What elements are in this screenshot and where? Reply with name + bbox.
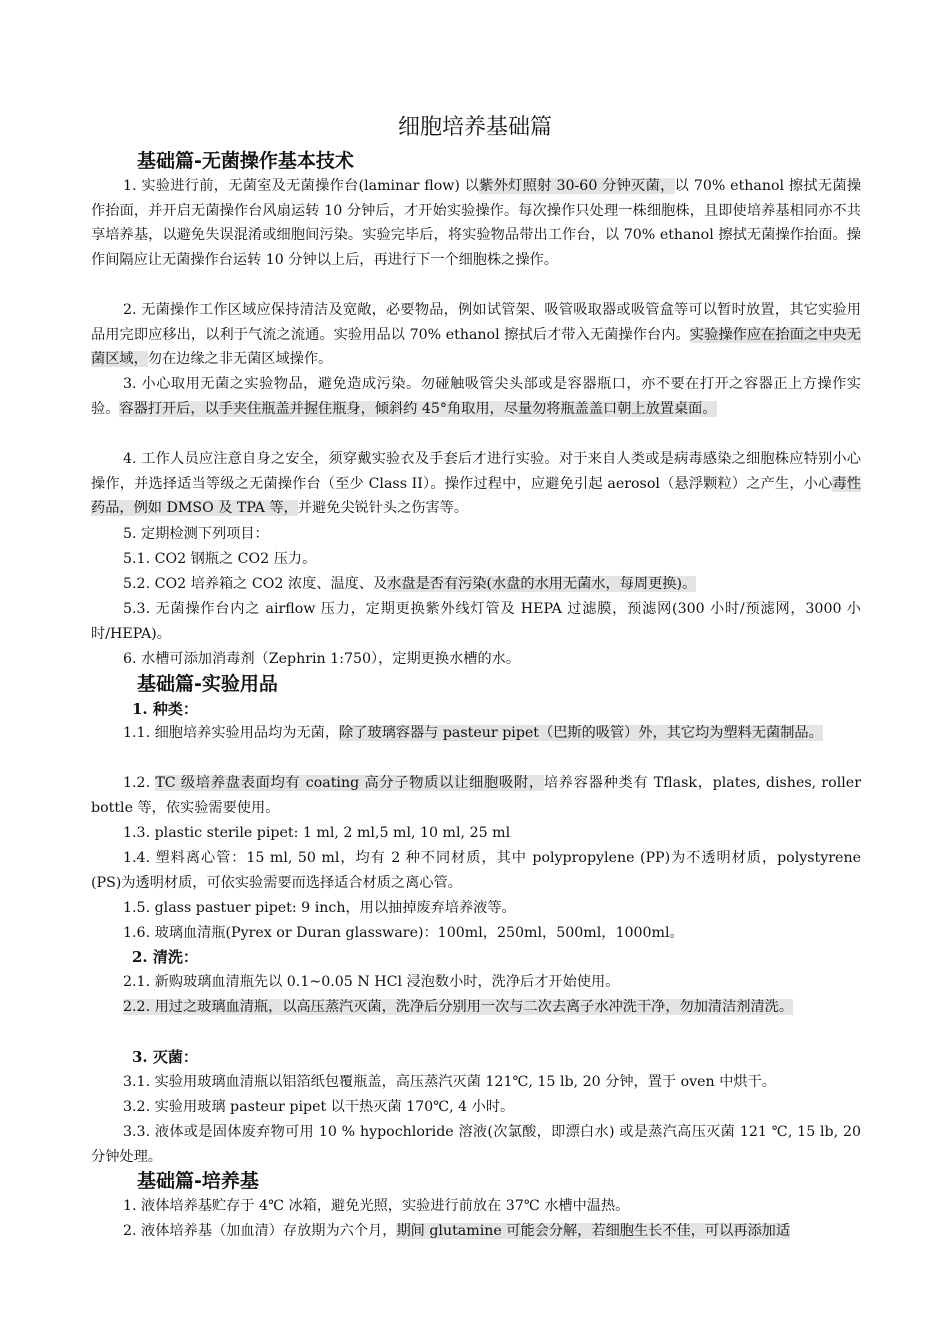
highlight: 2.2. 用过之玻璃血清瓶，以高压蒸汽灭菌，洗净后分别用一次与二次去离子水冲洗干净，勿加清洁剂清洗。 xyxy=(123,999,794,1015)
paragraph-1-6: 1.6. 玻璃血清瓶(Pyrex or Duran glassware)：100ml，250ml，500ml，1000ml。 xyxy=(123,925,684,941)
paragraph-5-3: 5.3. 无菌操作台内之 airflow 压力，定期更换紫外线灯管及 HEPA 过滤膜，预滤网(300 小时/预滤网，3000 小时/HEPA)。 xyxy=(91,601,861,642)
paragraph-2-2 xyxy=(91,995,861,1020)
highlight: 除了玻璃容器与 pasteur pipet（巴斯的吸管）外，其它均为塑料无菌制品。 xyxy=(339,725,823,741)
paragraph-3-3: 3.3. 液体或是固体废弃物可用 10 % hypochloride 溶液(次氯酸，即漂白水) 或是蒸汽高压灭菌 121 ℃, 15 lb, 20 分钟处理。 xyxy=(91,1124,861,1165)
paragraph-5-1: 5.1. CO2 钢瓶之 CO2 压力。 xyxy=(123,551,317,567)
paragraph-5: 5. 定期检测下列项目： xyxy=(123,526,269,542)
highlight: 水盘是否有污染(水盘的水用无菌水，每周更换)。 xyxy=(387,576,697,592)
paragraph-medium-1: 1. 液体培养基贮存于 4℃ 冰箱，避免光照，实验进行前放在 37℃ 水槽中温热。 xyxy=(123,1198,630,1214)
paragraph-2: 2. 无菌操作工作区域应保持清洁及宽敞，必要物品，例如试管架、吸管吸取器或吸管盒等可以暂时放置，其它实验用品用完即应移出，以利于气流之流通。实验用品以 70% ethanol 擦拭后才带入无菌操作台内。实验操作应在抬面之中央无菌区域，勿在边缘之非无菌区域操作。 xyxy=(91,302,861,368)
paragraph-3-1: 3.1. 实验用玻璃血清瓶以铝箔纸包覆瓶盖，高压蒸汽灭菌 121℃, 15 lb, 20 分钟，置于 oven 中烘干。 xyxy=(123,1074,776,1090)
paragraph-2-1: 2.1. 新购玻璃血清瓶先以 0.1~0.05 N HCl 浸泡数小时，洗净后才开始使用。 xyxy=(123,974,620,990)
highlight: 紫外灯照射 30-60 分钟灭菌， xyxy=(479,178,675,194)
section-heading-aseptic: 基础篇-无菌操作基本技术 xyxy=(137,150,354,172)
paragraph-3-2: 3.2. 实验用玻璃 pasteur pipet 以干热灭菌 170℃, 4 小时。 xyxy=(123,1099,515,1115)
paragraph-1: 1. 实验进行前，无菌室及无菌操作台(laminar flow) 以紫外灯照射 30-60 分钟灭菌，以 70% ethanol 擦拭无菌操作抬面，并开启无菌操作台风扇运转 10 分钟后，才开始实验操作。每次操作只处理一株细胞株，且即使培养基相同亦不共享培养基，以避免失误混淆或细胞间污染。实验完毕后，将实验物品带出工作台，以 70% ethanol 擦拭无菌操作抬面。操作间隔应让无菌操作台运转 10 分钟以上后，再进行下一个细胞株之操作。 xyxy=(91,178,862,268)
paragraph-6: 6. 水槽可添加消毒剂（Zephrin 1:750），定期更换水槽的水。 xyxy=(123,651,521,667)
subheading-cleaning: 2. 清洗： xyxy=(132,948,198,966)
paragraph-3: 3. 小心取用无菌之实验物品，避免造成污染。勿碰触吸管尖头部或是容器瓶口，亦不要在打开之容器正上方操作实验。容器打开后，以手夹住瓶盖并握住瓶身，倾斜约 45°角取用，尽量勿将瓶盖盖口朝上放置桌面。 xyxy=(91,376,861,417)
paragraph-1-5: 1.5. glass pastuer pipet: 9 inch，用以抽掉废弃培养液等。 xyxy=(123,900,516,916)
paragraph-1-1: 1.1. 细胞培养实验用品均为无菌，除了玻璃容器与 pasteur pipet（巴斯的吸管）外，其它均为塑料无菌制品。 xyxy=(123,725,823,741)
paragraph-1-3: 1.3. plastic sterile pipet: 1 ml, 2 ml,5 ml, 10 ml, 25 ml xyxy=(123,825,511,841)
paragraph-1-4: 1.4. 塑料离心管：15 ml, 50 ml，均有 2 种不同材质，其中 polypropylene (PP)为不透明材质，polystyrene (PS)为透明材质，可依实验需要而选择适合材质之离心管。 xyxy=(91,850,861,891)
highlight: 毒性药品，例如 DMSO 及 TPA 等， xyxy=(91,475,861,517)
highlight: 实验操作应在抬面之中央无菌区域， xyxy=(91,326,861,368)
highlight: 容器打开后，以手夹住瓶盖并握住瓶身，倾斜约 45°角取用，尽量勿将瓶盖盖口朝上放置桌面。 xyxy=(119,400,717,417)
section-heading-supplies: 基础篇-实验用品 xyxy=(137,673,278,695)
section-heading-medium: 基础篇-培养基 xyxy=(137,1170,259,1192)
highlight: TC 级培养盘表面均有 coating 高分子物质以让细胞吸附， xyxy=(155,775,544,791)
paragraph-4: 4. 工作人员应注意自身之安全，须穿戴实验衣及手套后才进行实验。对于来自人类或是病毒感染之细胞株应特别小心操作，并选择适当等级之无菌操作台（至少 Class II）。操作过程中，应避免引起 aerosol（悬浮颗粒）之产生，小心毒性药品，例如 DMSO 及 TPA 等，并避免尖锐针头之伤害等。 xyxy=(91,451,861,517)
subheading-types: 1. 种类： xyxy=(132,700,198,718)
paragraph-1-2: 1.2. TC 级培养盘表面均有 coating 高分子物质以让细胞吸附，培养容器种类有 Tflask，plates, dishes, roller bottle 等，依实验需要使用。 xyxy=(91,775,861,816)
document-title: 细胞培养基础篇 xyxy=(397,115,552,140)
paragraph-medium-2: 2. 液体培养基（加血清）存放期为六个月，期间 glutamine 可能会分解，若细胞生长不佳，可以再添加适 xyxy=(123,1223,791,1239)
subheading-sterilization: 3. 灭菌： xyxy=(132,1048,198,1066)
highlight: 期间 glutamine 可能会分解，若细胞生长不佳，可以再添加适 xyxy=(396,1223,791,1239)
paragraph-5-2: 5.2. CO2 培养箱之 CO2 浓度、温度、及水盘是否有污染(水盘的水用无菌水，每周更换)。 xyxy=(123,576,697,592)
